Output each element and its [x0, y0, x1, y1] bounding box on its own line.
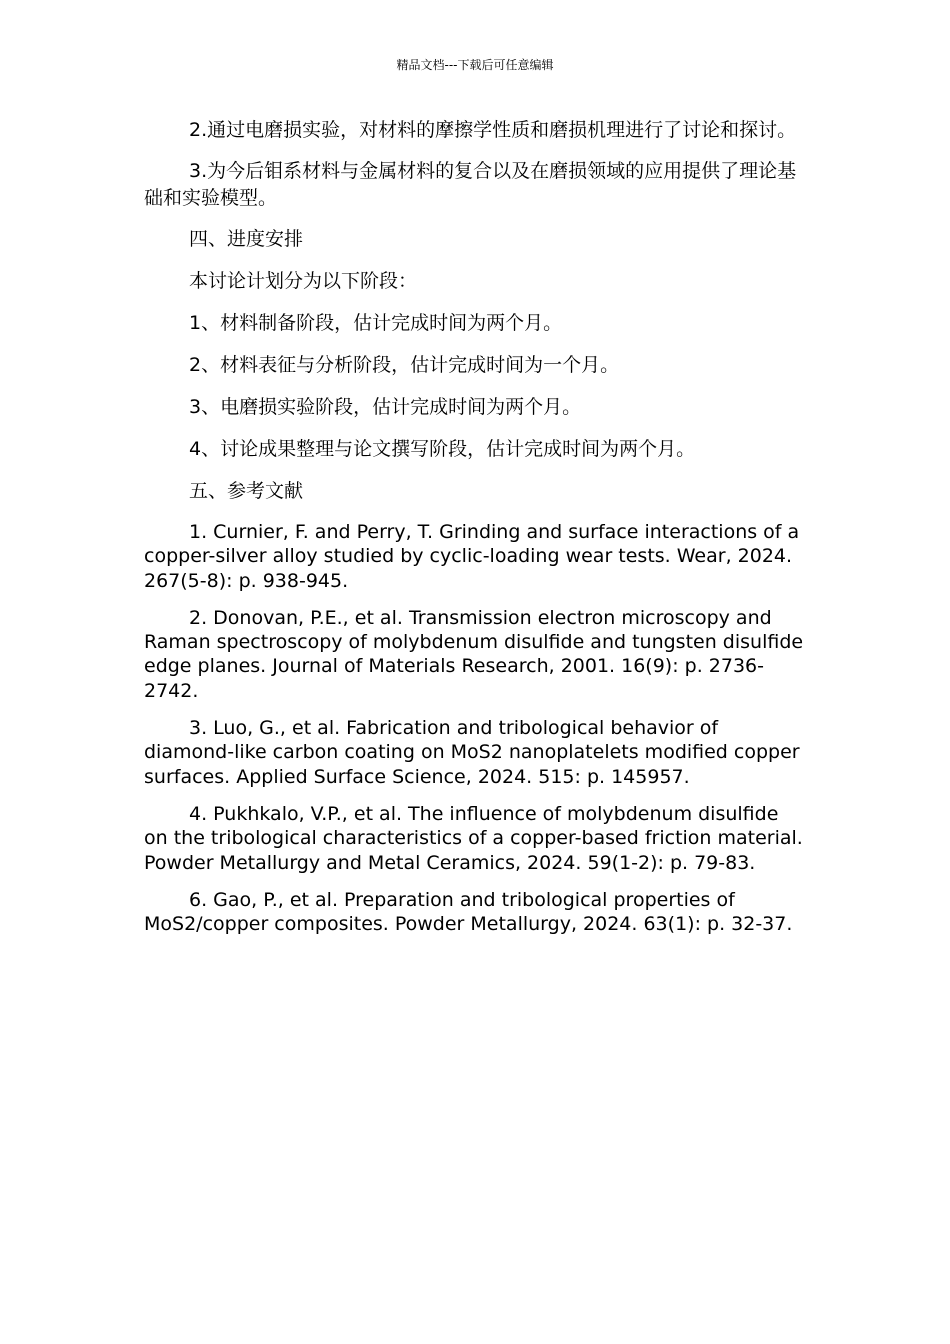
reference-item-3: 3. Luo, G., et al. Fabrication and tribological behavior of diamond-like carbon coating on MoS2 nanoplatelets modified copper surfaces. Applied Surface Science, 2024. 515: p. 145957.: [144, 717, 800, 788]
section-heading-schedule: 四、进度安排: [189, 228, 304, 250]
schedule-item-1: 1、材料制备阶段，估计完成时间为两个月。: [189, 312, 563, 334]
reference-item-1: 1. Curnier, F. and Perry, T. Grinding and surface interactions of a copper-silver alloy studied by cyclic-loading wear tests. Wear, 2024. 267(5-8): p. 938-945.: [144, 521, 800, 592]
page-header: 精品文档---下载后可任意编辑: [396, 58, 554, 72]
reference-item-6: 6. Gao, P., et al. Preparation and tribological properties of MoS2/copper composites. Powder Metallurgy, 2024. 63(1): p. 32-37.: [144, 888, 793, 936]
document-body: [144, 117, 806, 949]
paragraph-outcome-3: 3.为今后钼系材料与金属材料的复合以及在磨损领域的应用提供了理论基础和实验模型。: [144, 160, 797, 209]
section-heading-references: 五、参考文献: [189, 480, 304, 502]
reference-item-2: 2. Donovan, P.E., et al. Transmission electron microscopy and Raman spectroscopy of molybdenum disulfide and tungsten disulfide edge planes. Journal of Materials Research, 2001. 16(9): p. 2736-2742.: [144, 606, 804, 702]
schedule-item-2: 2、材料表征与分析阶段，估计完成时间为一个月。: [189, 354, 620, 376]
schedule-item-4: 4、讨论成果整理与论文撰写阶段，估计完成时间为两个月。: [189, 438, 696, 460]
paragraph-outcome-2: 2.通过电磨损实验，对材料的摩擦学性质和磨损机理进行了讨论和探讨。: [189, 119, 797, 141]
paragraph-schedule-intro: 本讨论计划分为以下阶段：: [189, 270, 418, 292]
schedule-item-3: 3、电磨损实验阶段，估计完成时间为两个月。: [189, 396, 582, 418]
reference-item-4: 4. Pukhkalo, V.P., et al. The influence of molybdenum disulfide on the tribological characteristics of a copper-based friction material. Powder Metallurgy and Metal Ceramics, 2024. 59(1-2): p. 79-83.: [144, 802, 803, 874]
